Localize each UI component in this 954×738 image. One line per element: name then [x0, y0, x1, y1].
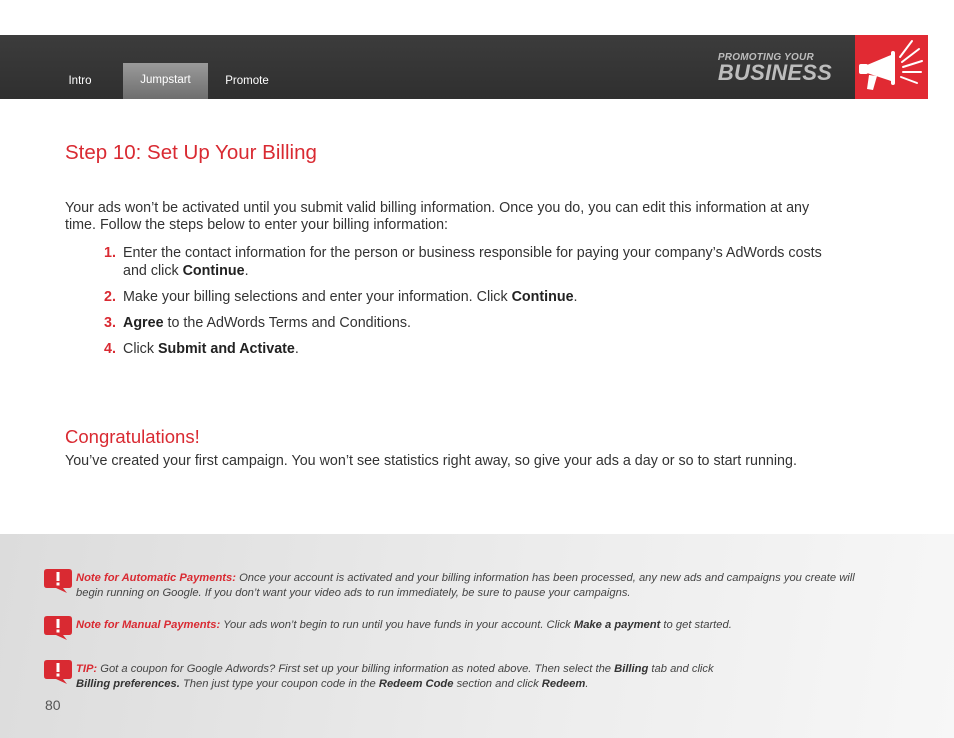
brand-subtitle: PROMOTING YOUR	[717, 52, 814, 63]
alert-icon	[43, 568, 73, 594]
billing-steps-list	[104, 244, 844, 366]
brand-title	[718, 52, 832, 83]
congratulations-heading: Congratulations!	[65, 426, 200, 447]
notes-panel	[0, 534, 954, 738]
list-item: 3. Agree to the AdWords Terms and Conditions.	[104, 315, 411, 331]
logo	[855, 35, 928, 99]
page-number: 80	[45, 697, 61, 713]
list-item: 1. Enter the contact information for the person or business responsible for paying your company’s AdWords costs and click Continue.	[104, 245, 822, 279]
tab-promote[interactable]: Promote	[225, 75, 269, 87]
top-nav-bar	[0, 35, 928, 99]
page-title: Step 10: Set Up Your Billing	[65, 141, 317, 164]
megaphone-icon	[855, 35, 928, 99]
step-number: 4.	[104, 341, 116, 357]
tab-intro[interactable]: Intro	[68, 75, 92, 87]
tab-jumpstart[interactable]: Jumpstart	[123, 63, 208, 99]
step-number: 3.	[104, 315, 116, 331]
intro-paragraph: Your ads won’t be activated until you submit valid billing information. Once you do, you can edit this information at any time. Follow the steps below to enter your billing information:	[65, 200, 810, 233]
alert-icon	[43, 615, 73, 641]
step-number: 1.	[104, 245, 116, 261]
brand-name: BUSINESS	[717, 60, 832, 85]
list-item: 2. Make your billing selections and enter your information. Click Continue.	[104, 289, 578, 305]
alert-icon	[43, 659, 73, 685]
congratulations-text: You’ve created your first campaign. You won’t see statistics right away, so give your ads a day or so to start running.	[65, 453, 797, 469]
step-number: 2.	[104, 289, 116, 305]
list-item: 4. Click Submit and Activate.	[104, 341, 299, 357]
